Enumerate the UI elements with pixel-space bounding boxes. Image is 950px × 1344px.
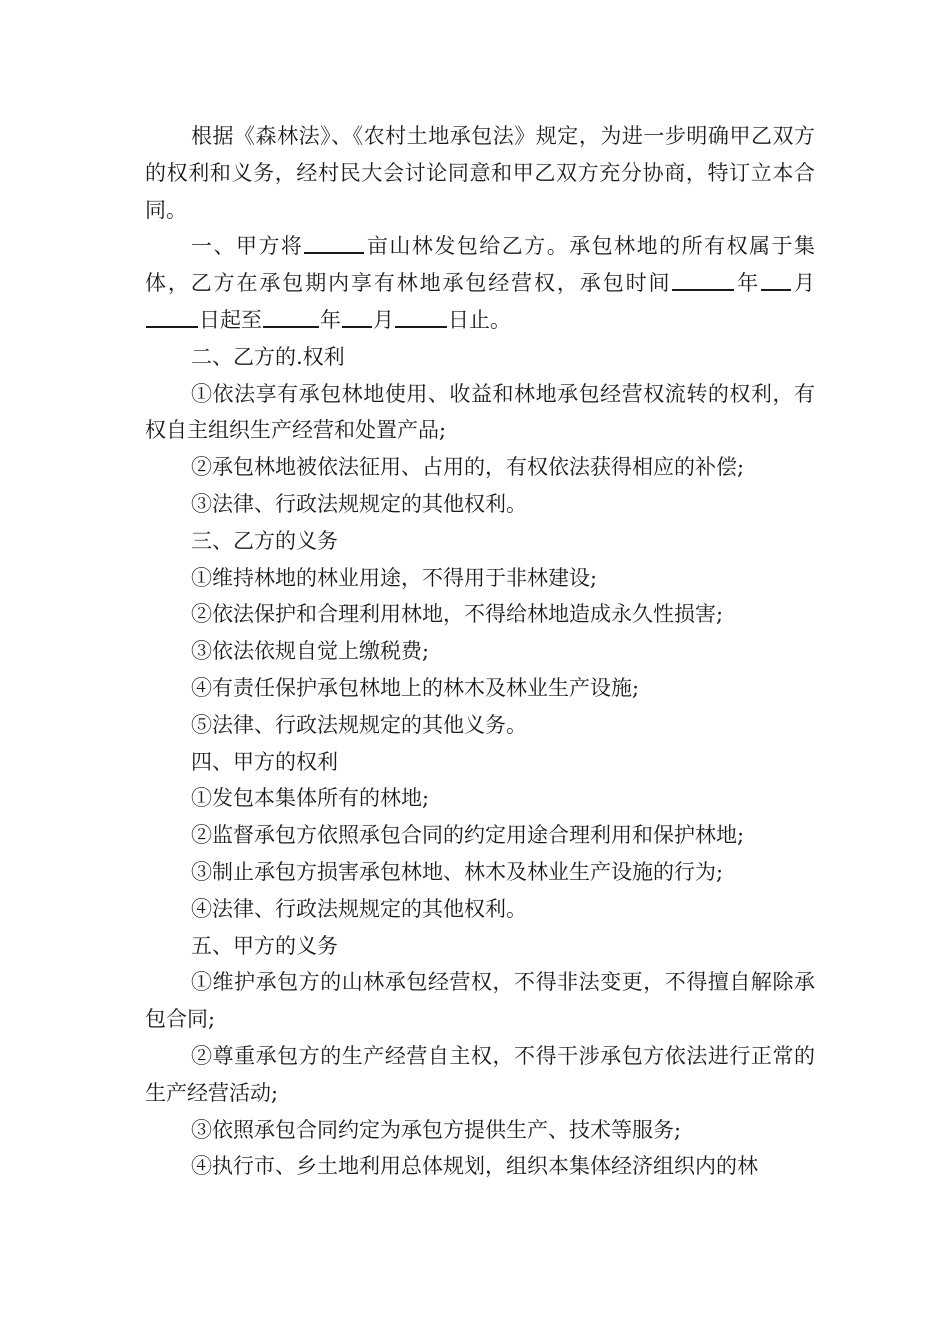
clause-paragraph: ①发包本集体所有的林地; (191, 786, 430, 811)
article-1-text-c: 年 (735, 271, 761, 296)
article-1-text-a: 一、甲方将 (191, 234, 304, 259)
end-day-blank[interactable] (395, 306, 447, 328)
article-1-text-f: 年 (320, 307, 341, 332)
section-heading: 五、甲方的义务 (191, 933, 338, 958)
article-1-paragraph (145, 228, 815, 338)
acreage-blank[interactable] (304, 232, 364, 254)
article-1-text-h: 日止。 (448, 307, 511, 332)
clause-paragraph: ④法律、行政法规规定的其他权利。 (191, 896, 527, 921)
article-1-text-g: 月 (373, 307, 394, 332)
clause-paragraph: ①依法享有承包林地使用、收益和林地承包经营权流转的权利，有权自主组织生产经营和处置产品; (145, 381, 815, 443)
clause-paragraph: ③依法依规自觉上缴税费; (191, 639, 430, 664)
article-1-text-e: 日起至 (199, 307, 262, 332)
preamble-paragraph: 根据《森林法》、《农村土地承包法》规定，为进一步明确甲乙双方的权利和义务，经村民大会讨论同意和甲乙双方充分协商，特订立本合同。 (145, 124, 815, 222)
clause-paragraph: ①维护承包方的山林承包经营权，不得非法变更，不得擅自解除承包合同; (145, 970, 815, 1032)
document-body (145, 118, 815, 1185)
clause-paragraph: ③依照承包合同约定为承包方提供生产、技术等服务; (191, 1117, 682, 1142)
clause-paragraph: ②依法保护和合理利用林地，不得给林地造成永久性损害; (191, 602, 724, 627)
clause-paragraph: ②尊重承包方的生产经营自主权，不得干涉承包方依法进行正常的生产经营活动; (145, 1043, 815, 1105)
article-1-text-d: 月 (792, 271, 816, 296)
clause-paragraph: ②承包林地被依法征用、占用的，有权依法获得相应的补偿; (191, 455, 745, 480)
start-year-blank[interactable] (672, 269, 734, 291)
clause-paragraph: ①维持林地的林业用途，不得用于非林建设; (191, 565, 598, 590)
clause-paragraph: ③法律、行政法规规定的其他权利。 (191, 491, 527, 516)
clause-paragraph: ②监督承包方依照承包合同的约定用途合理利用和保护林地; (191, 823, 745, 848)
section-heading: 三、乙方的义务 (191, 528, 338, 553)
start-month-blank[interactable] (761, 269, 791, 291)
clause-paragraph: ③制止承包方损害承包林地、林木及林业生产设施的行为; (191, 859, 724, 884)
end-year-blank[interactable] (263, 306, 319, 328)
section-heading: 四、甲方的权利 (191, 749, 338, 774)
end-month-blank[interactable] (342, 306, 372, 328)
clause-paragraph: ④有责任保护承包林地上的林木及林业生产设施; (191, 675, 640, 700)
clause-paragraph: ⑤法律、行政法规规定的其他义务。 (191, 712, 527, 737)
start-day-blank[interactable] (146, 306, 198, 328)
clause-paragraph: ④执行市、乡土地利用总体规划，组织本集体经济组织内的林 (191, 1154, 758, 1179)
section-heading: 二、乙方的.权利 (191, 344, 345, 369)
article-1-text-b: 亩山林发包给乙方。承包林地的所有权属于集体，乙方在承包期内享有林地承包经营权，承包时间 (145, 234, 816, 296)
